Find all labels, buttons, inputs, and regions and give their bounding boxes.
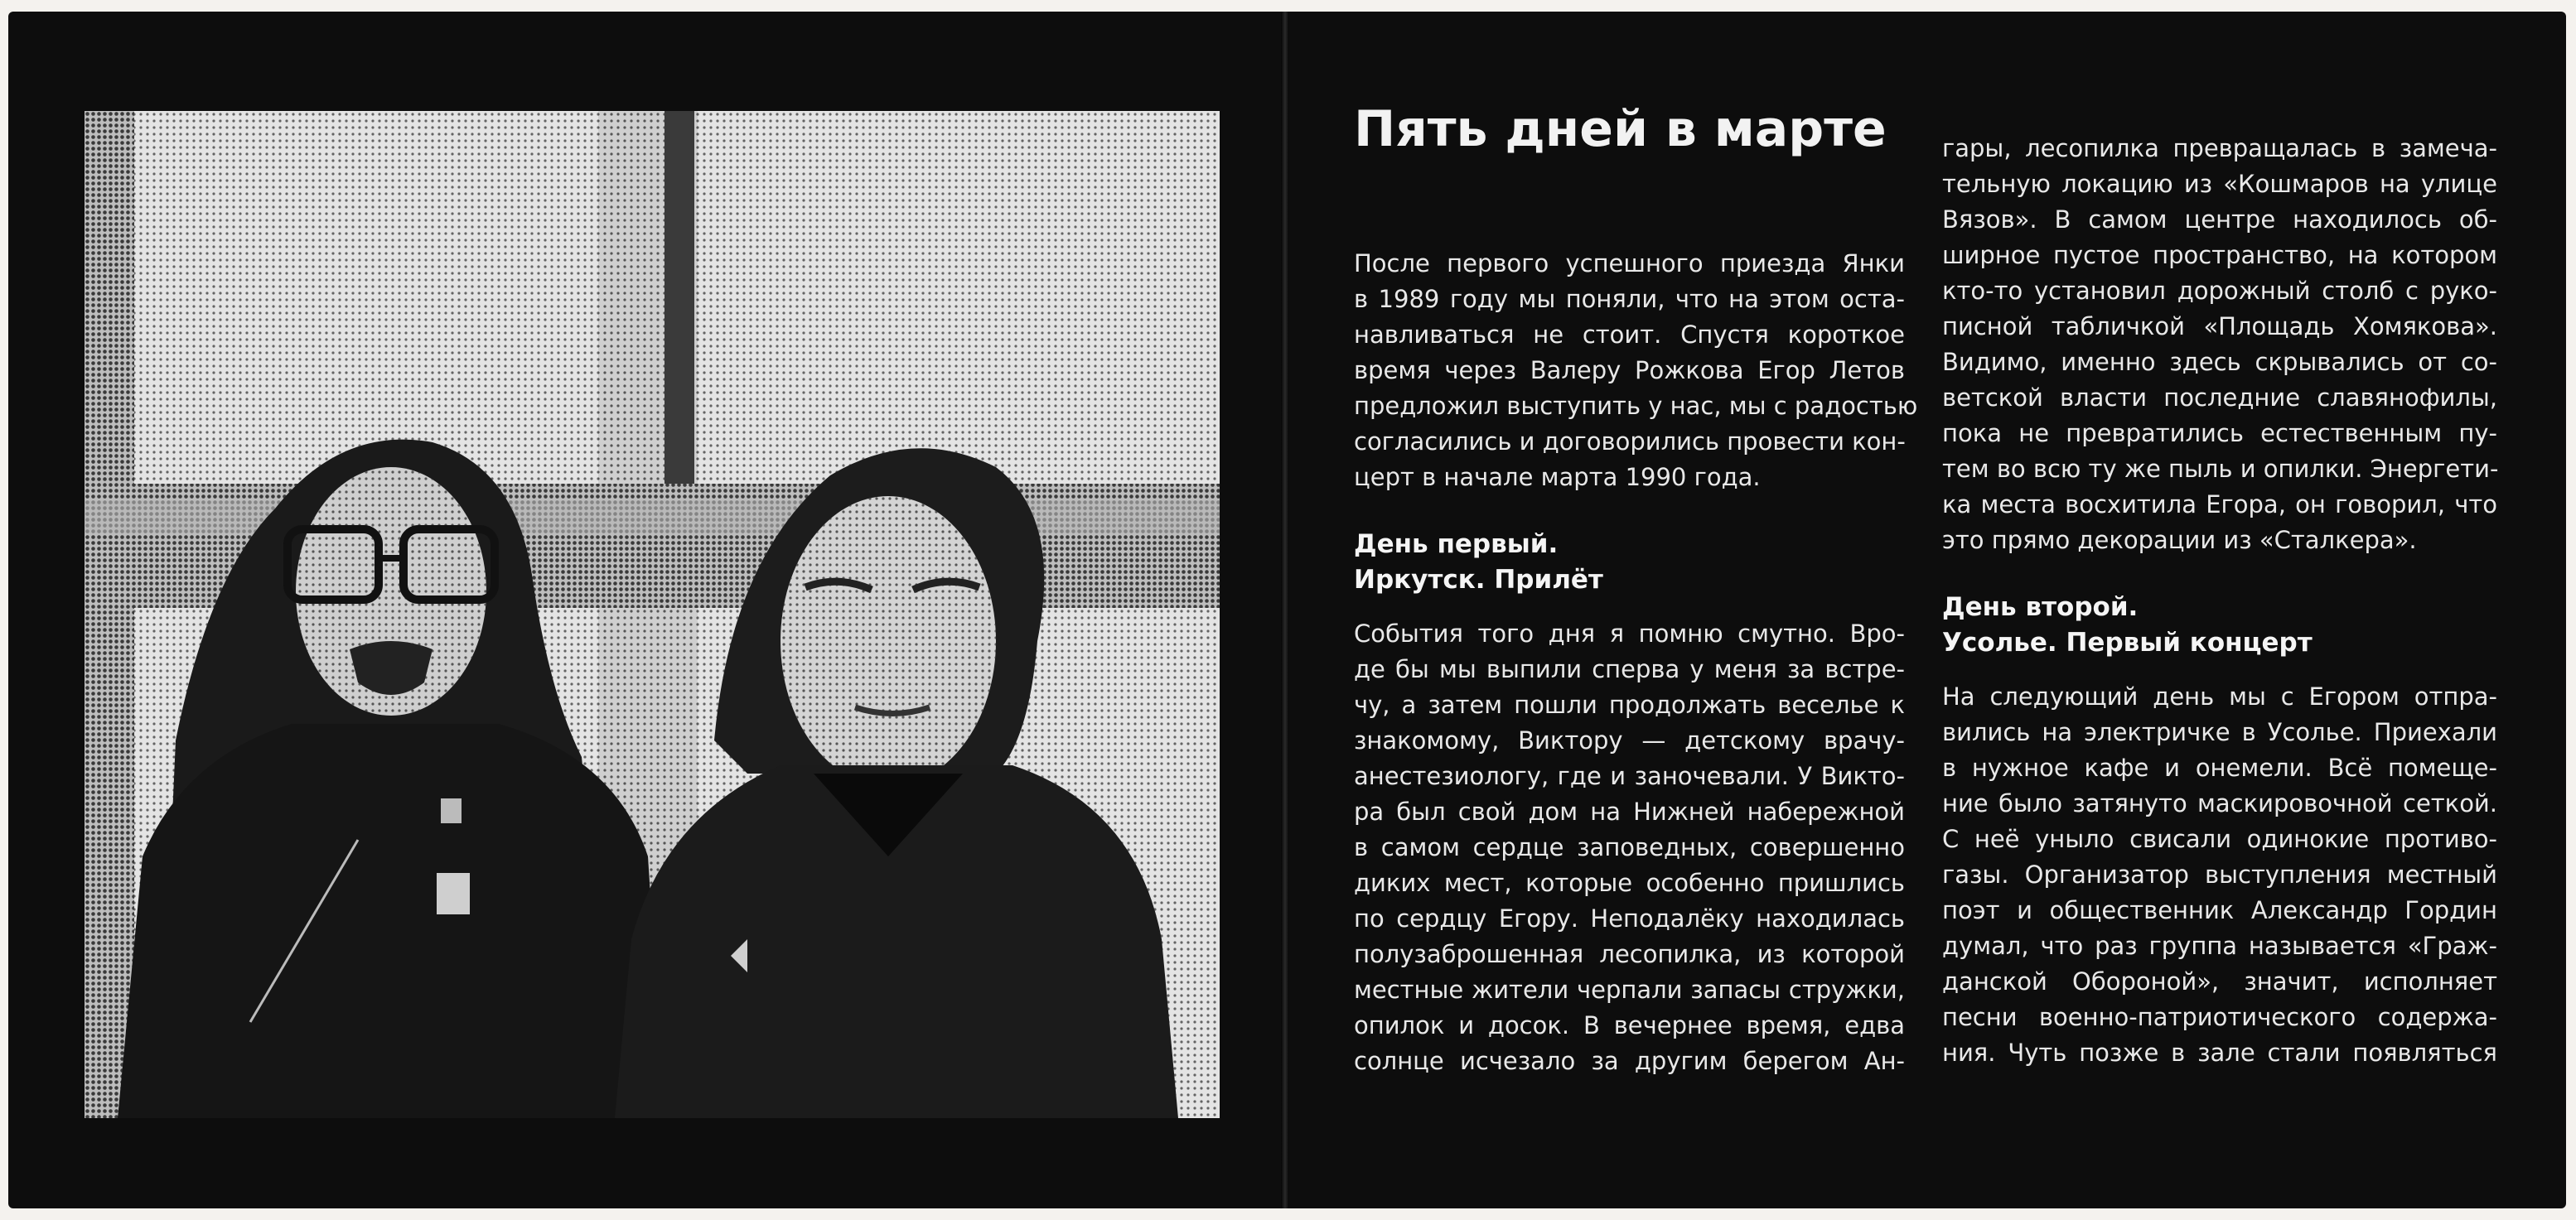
right-page (1289, 12, 2566, 1208)
text-line: в самом сердце заповедных, совершенно (1354, 833, 1905, 861)
text-line: ния. Чуть позже в зале стали появляться (1942, 1039, 2497, 1067)
text-line: События того дня я помню смутно. Вро- (1354, 620, 1905, 648)
text-line: предложил выступить у нас, мы с радостью (1354, 392, 1918, 420)
text-line: ние было затянуто маскировочной сеткой. (1942, 789, 2497, 817)
text-line: чу, а затем пошли продолжать веселье к (1354, 691, 1905, 719)
text-line: писной табличкой «Площадь Хомякова». (1942, 312, 2497, 340)
text-line: гары, лесопилка превращалась в замеча- (1942, 134, 2497, 162)
text-line: знакомому, Виктору — детскому врачу- (1354, 726, 1905, 755)
text-line: ка места восхитила Егора, он говорил, что (1942, 490, 2497, 518)
section-heading: Иркутск. Прилёт (1354, 565, 1603, 595)
text-line: На следующий день мы с Егором отпра- (1942, 682, 2497, 711)
text-line: тем во всю ту же пыль и опилки. Энергети- (1942, 455, 2499, 483)
text-line: де бы мы выпили сперва у меня за встре- (1354, 655, 1905, 683)
text-line: время через Валеру Рожкова Егор Летов (1354, 356, 1905, 384)
text-line: После первого успешного приезда Янки (1354, 249, 1905, 277)
text-line: по сердцу Егору. Неподалёку находилась (1354, 904, 1905, 933)
text-line: ветской власти последние славянофилы, (1942, 383, 2497, 412)
text-line: диких мест, которые особенно пришлись (1354, 869, 1905, 897)
text-line: газы. Организатор выступления местный (1942, 861, 2497, 889)
text-line: тельную локацию из «Кошмаров на улице (1942, 170, 2497, 198)
text-column-left (1354, 246, 1918, 1079)
text-line: вились на электричке в Усолье. Приехали (1942, 718, 2497, 746)
left-page (8, 12, 1281, 1208)
text-line: кто-то установил дорожный столб с руко- (1942, 277, 2497, 305)
section-heading: Усолье. Первый концерт (1942, 628, 2313, 658)
text-line: думал, что раз группа называется «Граж- (1942, 932, 2497, 960)
text-line: местные жители черпали запасы стружки, (1354, 976, 1905, 1004)
text-line: ра был свой дом на Нижней набережной (1354, 798, 1905, 826)
text-line: навливаться не стоит. Спустя короткое (1354, 321, 1905, 349)
text-line: Вязов». В самом центре находилось об- (1942, 205, 2497, 234)
page-title: Пять дней в марте (1354, 100, 1887, 158)
text-line: песни военно-патриотического содержа- (1942, 1003, 2497, 1031)
text-line: Видимо, именно здесь скрывались от со- (1942, 348, 2497, 376)
section-heading: День второй. (1942, 592, 2139, 622)
people-photo-icon (85, 111, 1220, 1118)
text-line: опилок и досок. В вечернее время, едва (1354, 1011, 1905, 1039)
text-column-right (1942, 131, 2497, 1071)
text-line: в 1989 году мы поняли, что на этом оста- (1354, 285, 1905, 313)
text-line: ширное пустое пространство, на котором (1942, 241, 2497, 269)
text-line: анестезиологу, где и заночевали. У Викто- (1354, 762, 1905, 790)
text-line: в нужное кафе и онемели. Всё помеще- (1942, 754, 2497, 782)
text-line: данской Обороной», значит, исполняет (1942, 967, 2497, 996)
photo (85, 111, 1220, 1118)
text-line: согласились и договорились провести кон- (1354, 427, 1906, 456)
text-line: солнце исчезало за другим берегом Ан- (1354, 1047, 1905, 1075)
book-spine (1281, 12, 1289, 1208)
text-line: пока не превратились естественным пу- (1942, 419, 2497, 447)
text-line: это прямо декорации из «Сталкера». (1942, 526, 2417, 554)
text-line: церт в начале марта 1990 года. (1354, 463, 1761, 491)
text-line: полузаброшенная лесопилка, из которой (1354, 940, 1905, 968)
text-line: поэт и общественник Александр Гордин (1942, 896, 2497, 924)
section-heading: День первый. (1354, 529, 1559, 559)
text-line: С неё уныло свисали одинокие противо- (1942, 825, 2497, 853)
